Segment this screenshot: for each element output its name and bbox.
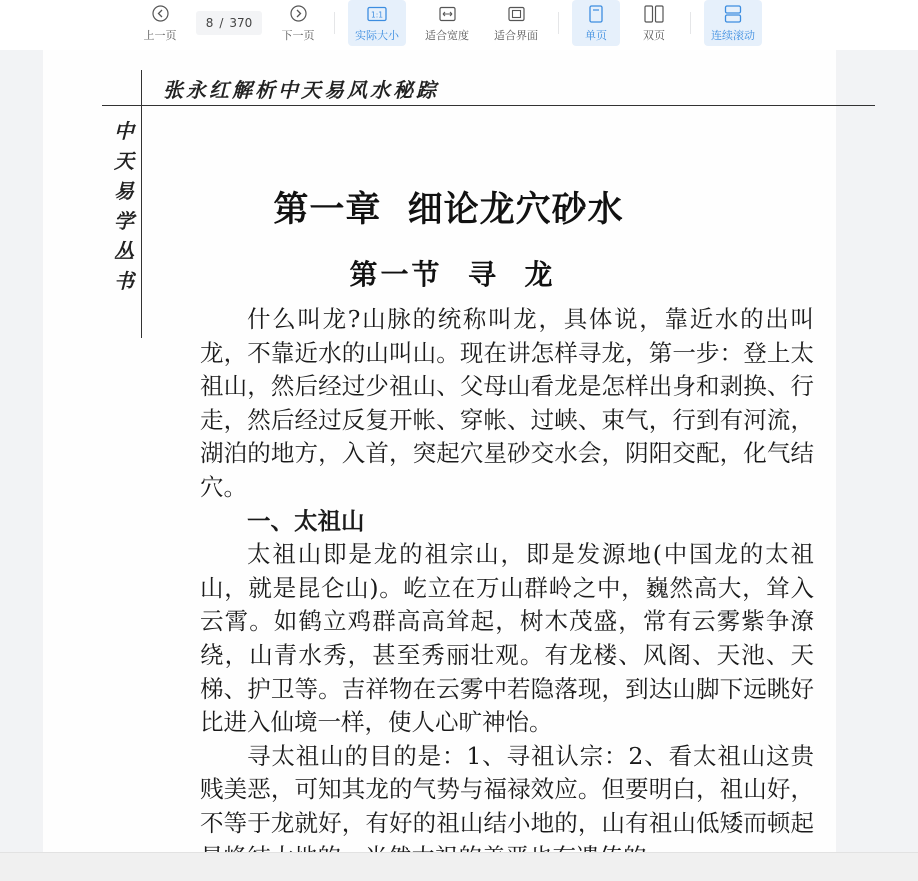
side-title-char: 天 — [114, 149, 134, 173]
current-page-input[interactable]: 8 — [205, 16, 214, 30]
chapter-title: 第一章 细论龙穴砂水 — [273, 190, 624, 230]
fit-width-icon — [435, 5, 459, 22]
running-header: 张永红解析中天易风水秘踪 — [163, 78, 439, 102]
fit-page-button[interactable] — [489, 0, 543, 46]
total-pages: 370 — [229, 16, 253, 30]
continuous-scroll-icon — [721, 5, 745, 22]
toolbar-divider — [690, 12, 691, 34]
single-page-button[interactable] — [572, 0, 620, 46]
fit-page-label: 适合界面 — [494, 29, 538, 42]
prev-page-button[interactable] — [138, 0, 182, 46]
next-page-label: 下一页 — [281, 29, 315, 42]
single-page-label: 单页 — [585, 29, 607, 42]
side-title-char: 中 — [114, 119, 134, 143]
actual-size-label: 实际大小 — [355, 29, 399, 42]
bottom-bar — [0, 852, 918, 881]
page-separator: / — [219, 16, 224, 30]
toolbar-divider — [334, 12, 335, 34]
fit-width-label: 适合宽度 — [425, 29, 469, 42]
single-page-icon — [584, 5, 608, 22]
double-page-icon — [642, 5, 666, 22]
prev-page-label: 上一页 — [143, 29, 177, 42]
actual-size-icon — [365, 5, 389, 22]
next-page-button[interactable] — [276, 0, 320, 46]
double-page-button[interactable] — [630, 0, 678, 46]
fit-width-button[interactable] — [420, 0, 474, 46]
side-title-char: 书 — [114, 269, 134, 293]
side-title-char: 学 — [114, 209, 134, 233]
svg-text:1:1: 1:1 — [370, 9, 384, 19]
viewer-toolbar — [0, 0, 918, 50]
paragraph: 太祖山即是龙的祖宗山，即是发源地(中国龙的太祖山，就是昆仑山)。屹立在万山群岭之中，巍然高大，耸入云霄。如鹤立鸡群高高耸起，树木茂盛，常有云雾紫争潦绕，山青水秀，甚至秀丽壮观。有龙楼、风阁、天池、天梯、护卫等。吉祥物在云雾中若隐落现，到达山脚下远眺好比进入仙境一样，使人心旷神怡。 — [200, 540, 814, 737]
fit-page-icon — [504, 5, 528, 22]
subheading: 一、太祖山 — [247, 506, 365, 535]
chevron-right-circle-icon — [286, 5, 310, 22]
side-title-char: 丛 — [114, 239, 134, 263]
paragraph: 寻太祖山的目的是：1、寻祖认宗：2、看太祖山这贵贱美恶，可知其龙的气势与福禄效应。但要明白，祖山好，不等于龙就好，有好的祖山结小地的，山有祖山低矮而顿起 — [200, 741, 814, 837]
toolbar-divider — [558, 12, 559, 34]
side-title-char: 易 — [114, 179, 134, 203]
document-page — [43, 50, 836, 852]
continuous-scroll-button[interactable] — [704, 0, 762, 46]
document-viewport[interactable] — [0, 50, 918, 852]
page-body-text — [200, 303, 814, 874]
page-number-indicator[interactable] — [196, 11, 262, 35]
chevron-left-circle-icon — [148, 5, 172, 22]
section-title: 第一节 寻 龙 — [349, 258, 556, 291]
double-page-label: 双页 — [643, 29, 665, 42]
header-rule — [102, 105, 875, 106]
actual-size-button[interactable] — [348, 0, 406, 46]
paragraph: 什么叫龙?山脉的统称叫龙，具体说，靠近水的出叫龙，不靠近水的山叫山。现在讲怎样寻龙，第一步：登上太祖山，然后经过少祖山、父母山看龙是怎样出身和剥换、行走，然后经过反复开帐、穿帐、过峡、束气，行到有河流，湖泊的地方，入首，突起穴星砂交水会，阴阳交配，化气结穴。 — [200, 305, 814, 501]
continuous-scroll-label: 连续滚动 — [711, 29, 755, 42]
